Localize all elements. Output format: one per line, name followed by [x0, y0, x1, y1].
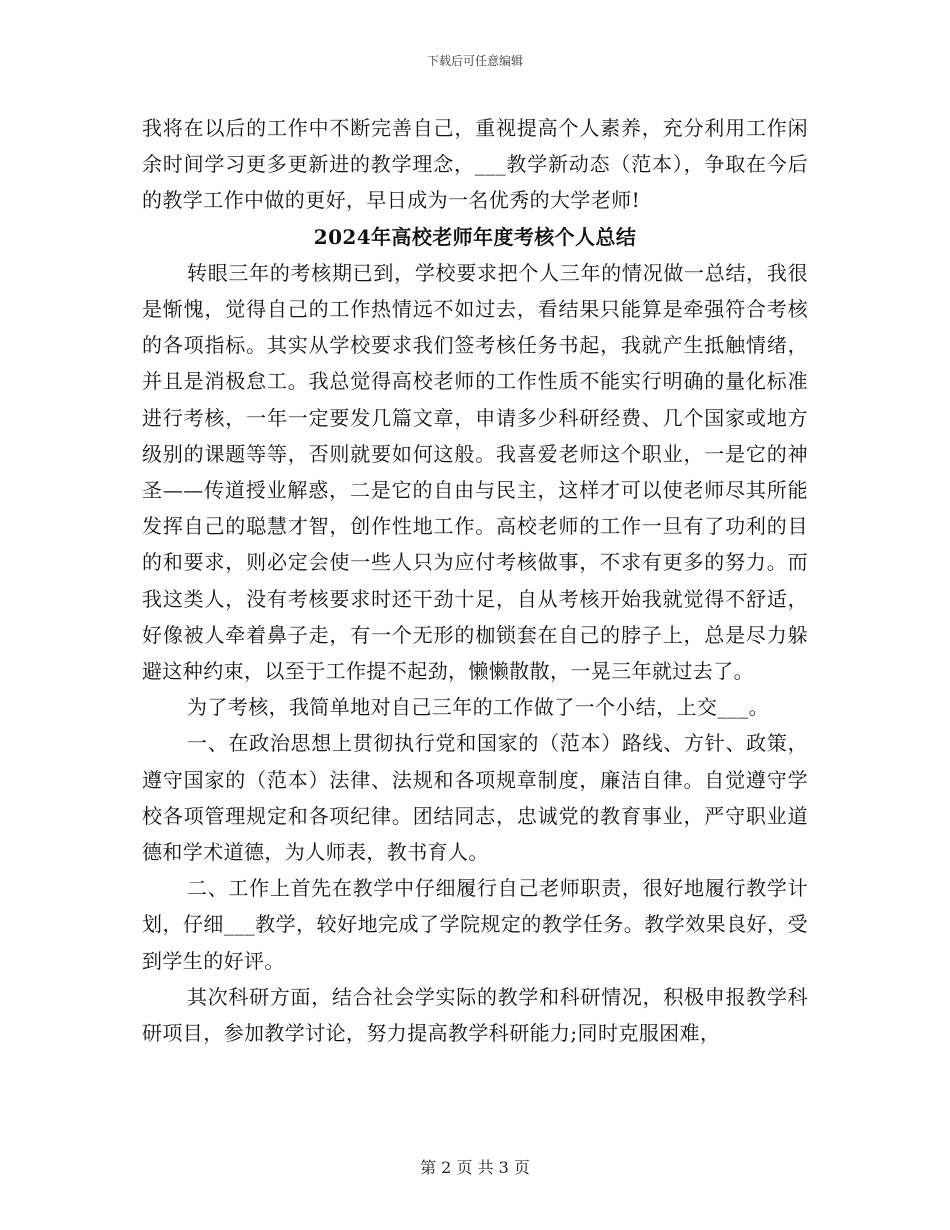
page-header-note: 下载后可任意编辑	[426, 54, 523, 68]
body-paragraph-2: 为了考核，我简单地对自己三年的工作做了一个小结，上交___。	[187, 695, 769, 720]
document-title: 2024年高校老师年度考核个人总结	[313, 224, 637, 249]
page-number: 第 2 页 共 3 页	[420, 1158, 530, 1177]
body-paragraph-1: 转眼三年的考核期已到，学校要求把个人三年的情况做一总结，我很是惭愧，觉得自己的工作热情远不如过去，看结果只能算是牵强符合考核的各项指标。其实从学校要求我们签考核任务书起，我就产生抵触情绪，并且是消极怠工。我总觉得高校老师的工作性质不能实行明确的量化标准进行考核，一年一定要发几篇文章，申请多少科研经费、几个国家或地方级别的课题等等，否则就要如何这般。我喜爱老师这个职业，一是它的神圣——传道授业解惑，二是它的自由与民主，这样才可以使老师尽其所能发挥自己的聪慧才智，创作性地工作。高校老师的工作一旦有了功利的目的和要求，则必定会使一些人只为应付考核做事，不求有更多的努力。而我这类人，没有考核要求时还干劲十足，自从考核开始我就觉得不舒适，好像被人牵着鼻子走，有一个无形的枷锁套在自己的脖子上，总是尽力躲避这种约束，以至于工作提不起劲，懒懒散散，一晃三年就过去了。	[142, 260, 808, 684]
body-paragraph-4: 二、工作上首先在教学中仔细履行自己老师职责，很好地履行教学计划，仔细___教学，较好地完成了学院规定的教学任务。教学效果良好，受到学生的好评。	[142, 876, 808, 973]
body-paragraph-5: 其次科研方面，结合社会学实际的教学和科研情况，积极申报教学科研项目，参加教学讨论，努力提高教学科研能力;同时克服困难，	[142, 984, 808, 1046]
body-paragraph-3: 一、在政治思想上贯彻执行党和国家的（范本）路线、方针、政策，遵守国家的（范本）法律、法规和各项规章制度，廉洁自律。自觉遵守学校各项管理规定和各项纪律。团结同志，忠诚党的教育事业，严守职业道德和学术道德，为人师表，教书育人。	[142, 731, 808, 865]
document-body	[142, 110, 808, 1051]
intro-paragraph: 我将在以后的工作中不断完善自己，重视提高个人素养，充分利用工作闲余时间学习更多更新进的教学理念，___教学新动态（范本），争取在今后的教学工作中做的更好，早日成为一名优秀的大学老师!	[142, 116, 808, 213]
